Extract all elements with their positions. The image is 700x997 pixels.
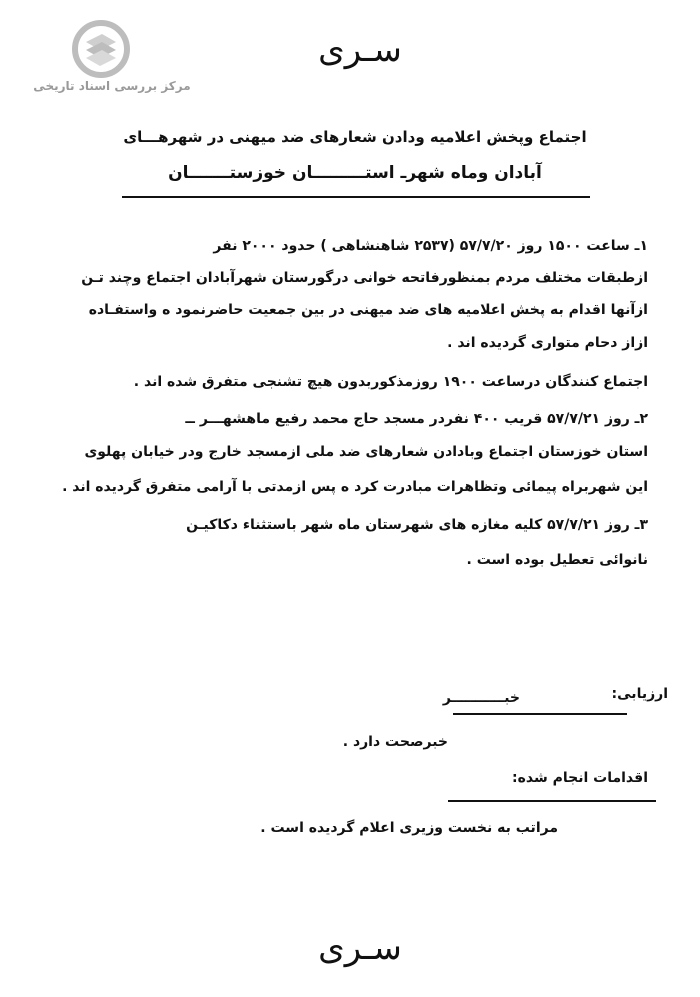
body-line: ۲ـ روز ۵۷/۷/۲۱ قریب ۴۰۰ نفردر مسجد حاج محمد رفیع ماهشهـــر ــ: [185, 411, 648, 427]
body-line: اجتماع کنندگان درساعت ۱۹۰۰ روزمذکوربدون هیچ تشنجی متفرق شده اند .: [133, 374, 648, 390]
body-line: این شهربراه پیمائی وتظاهرات مبادرت کرد ه پس ازمدتی با آرامی متفرق گردیده اند .: [62, 479, 648, 495]
body-line: ۱ـ ساعت ۱۵۰۰ روز ۵۷/۷/۲۰ (۲۵۳۷ شاهنشاهی ) حدود ۲۰۰۰ نفر: [213, 238, 648, 254]
document-title-line-1: اجتماع وپخش اعلامیه ودادن شعارهای ضد میهنی در شهرهـــای: [123, 128, 587, 146]
body-line: نانوائی تعطیل بوده است .: [466, 552, 648, 568]
classification-top: سـری: [318, 30, 402, 70]
body-line: استان خوزستان اجتماع وبادادن شعارهای ضد ملی ازمسجد خارج ودر خیابان پهلوی: [84, 444, 648, 460]
news-verification-line: خبرصحت دارد .: [342, 734, 448, 750]
title-underline: [122, 196, 590, 198]
evaluation-value: خبـــــــــــر: [442, 690, 520, 706]
referral-line: مراتب به نخست وزیری اعلام گردیده است .: [260, 820, 558, 836]
body-line: ازاز دحام متواری گردیده اند .: [447, 335, 648, 351]
document-title-line-2: آبادان وماه شهرـ استـــــــــان خوزستـــــــان: [168, 163, 542, 183]
body-line: ازآنها اقدام به پخش اعلامیه های ضد میهنی در بین جمعیت حاضرنمود ه واستفـاده: [88, 302, 648, 318]
body-line: ازطبقات مختلف مردم بمنظورفاتحه خوانی درگورستان شهرآبادان اجتماع وچند تـن: [81, 270, 648, 286]
classification-bottom: سـری: [318, 928, 402, 968]
archive-document-logo-icon: [72, 20, 130, 78]
evaluation-underline: [453, 713, 627, 715]
body-line: ۳ـ روز ۵۷/۷/۲۱ کلیه مغازه های شهرستان ماه شهر باستثناء دکاکیـن: [186, 517, 648, 533]
watermark-text: مرکز بررسی اسناد تاریخی: [33, 79, 191, 93]
actions-underline: [448, 800, 656, 802]
actions-taken-label: اقدامات انجام شده:: [512, 770, 648, 786]
evaluation-label: ارزیابی:: [611, 686, 668, 702]
